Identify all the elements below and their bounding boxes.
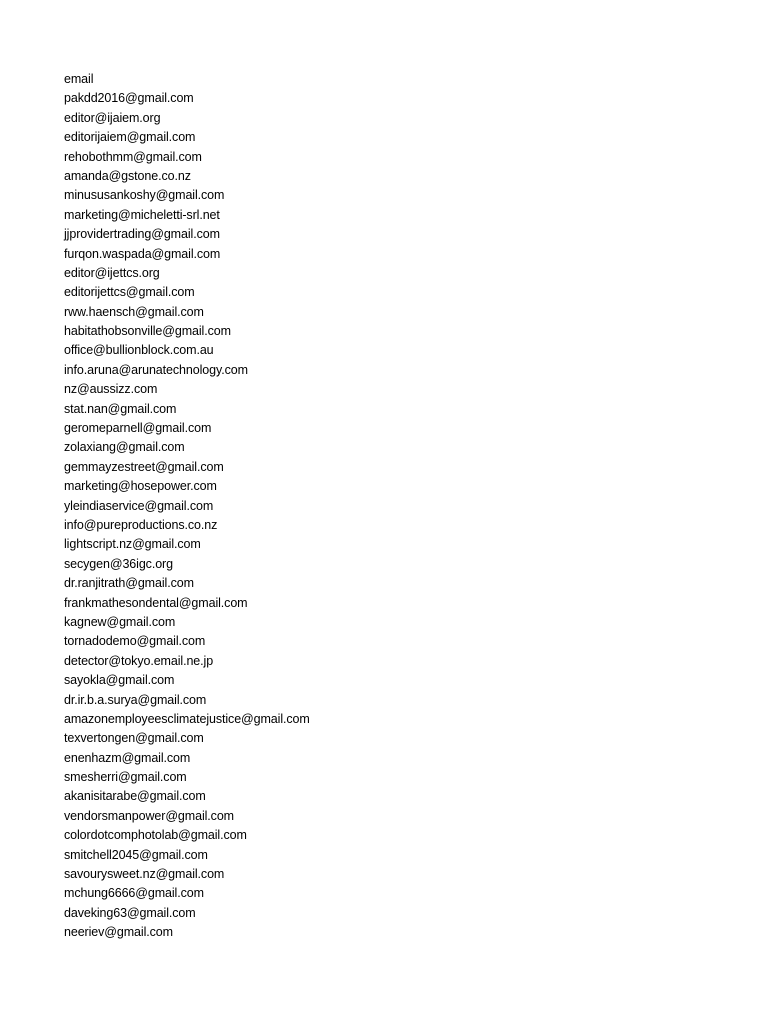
email-entry: akanisitarabe@gmail.com	[64, 789, 206, 804]
email-entry: detector@tokyo.email.ne.jp	[64, 653, 214, 668]
email-entry: editor@ijaiem.org	[64, 110, 161, 125]
email-entry: jjprovidertrading@gmail.com	[64, 227, 220, 242]
email-entry: pakdd2016@gmail.com	[64, 91, 194, 106]
email-entry: furqon.waspada@gmail.com	[64, 246, 221, 261]
email-entry: lightscript.nz@gmail.com	[64, 537, 201, 552]
email-entry: stat.nan@gmail.com	[64, 401, 177, 416]
email-entry: nz@aussizz.com	[64, 382, 158, 397]
email-entry: savourysweet.nz@gmail.com	[64, 867, 225, 882]
email-entry: kagnew@gmail.com	[64, 614, 176, 629]
email-entry: rww.haensch@gmail.com	[64, 304, 204, 319]
email-entry: daveking63@gmail.com	[64, 905, 196, 920]
email-entry: mchung6666@gmail.com	[64, 886, 204, 901]
email-entry: habitathobsonville@gmail.com	[64, 324, 231, 339]
email-entry: zolaxiang@gmail.com	[64, 440, 185, 455]
email-entry: dr.ir.b.a.surya@gmail.com	[64, 692, 207, 707]
email-entry: texvertongen@gmail.com	[64, 731, 204, 746]
email-entry: smesherri@gmail.com	[64, 770, 187, 785]
email-list	[64, 70, 310, 943]
email-entry: amanda@gstone.co.nz	[64, 168, 191, 183]
email-entry: vendorsmanpower@gmail.com	[64, 808, 234, 823]
email-entry: neeriev@gmail.com	[64, 925, 173, 940]
email-entry: dr.ranjitrath@gmail.com	[64, 576, 194, 591]
email-entry: smitchell2045@gmail.com	[64, 847, 208, 862]
email-entry: editorijettcs@gmail.com	[64, 285, 195, 300]
column-header: email	[64, 72, 94, 86]
email-entry: editorijaiem@gmail.com	[64, 130, 196, 145]
email-entry: editor@ijettcs.org	[64, 265, 160, 280]
email-entry: frankmathesondental@gmail.com	[64, 595, 248, 610]
email-entry: info@pureproductions.co.nz	[64, 517, 218, 532]
email-entry: secygen@36igc.org	[64, 556, 173, 571]
email-entry: marketing@hosepower.com	[64, 479, 217, 494]
email-entry: office@bullionblock.com.au	[64, 343, 214, 358]
email-entry: gemmayzestreet@gmail.com	[64, 459, 224, 474]
email-entry: info.aruna@arunatechnology.com	[64, 362, 248, 377]
email-entry: minususankoshy@gmail.com	[64, 188, 225, 203]
email-entry: geromeparnell@gmail.com	[64, 421, 212, 436]
email-entry: tornadodemo@gmail.com	[64, 634, 206, 649]
email-entry: colordotcomphotolab@gmail.com	[64, 828, 247, 843]
email-entry: yleindiaservice@gmail.com	[64, 498, 214, 513]
email-entry: rehobothmm@gmail.com	[64, 149, 202, 164]
email-entry: marketing@micheletti-srl.net	[64, 207, 220, 222]
email-entry: sayokla@gmail.com	[64, 673, 175, 688]
email-entry: amazonemployeesclimatejustice@gmail.com	[64, 711, 310, 726]
email-entry: enenhazm@gmail.com	[64, 750, 191, 765]
